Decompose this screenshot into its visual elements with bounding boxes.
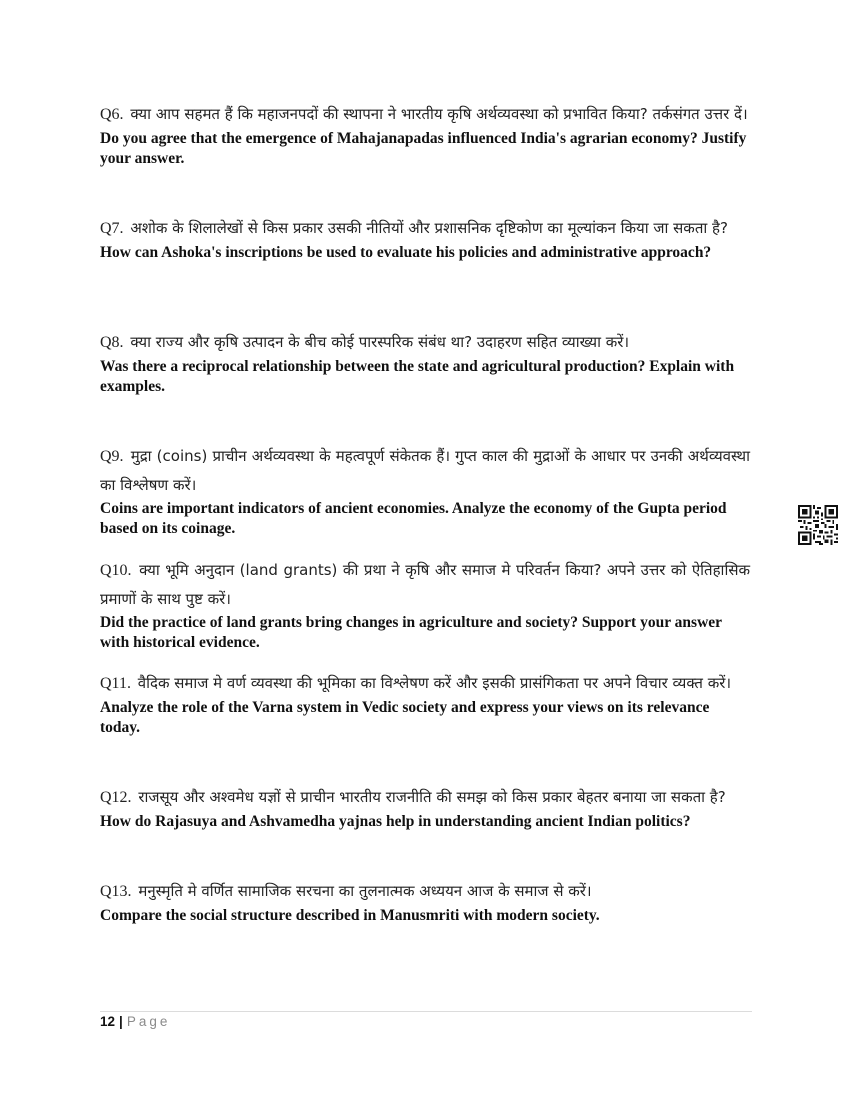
question-11 [100, 669, 750, 738]
page-footer [100, 1014, 170, 1029]
hindi-text: क्या राज्य और कृषि उत्पादन के बीच कोई पारस्परिक संबंध था? उदाहरण सहित व्याख्या करें। [130, 333, 630, 351]
question-hindi [100, 783, 750, 812]
question-english: Was there a reciprocal relationship between the state and agricultural production? Explain with examples. [100, 358, 735, 395]
question-number: Q13. [100, 883, 132, 900]
page-number: 12 [100, 1014, 116, 1029]
question-7 [100, 214, 750, 263]
question-english: Coins are important indicators of ancient economies. Analyze the economy of the Gupta period based on its coinage. [100, 500, 727, 537]
hindi-text: क्या आप सहमत हैं कि महाजनपदों की स्थापना ने भारतीय कृषि अर्थव्यवस्था को प्रभावित किया? तर्कसंगत उत्तर दें। [130, 105, 748, 123]
page-label: Page [126, 1014, 171, 1029]
question-english: Compare the social structure described in Manusmriti with modern society. [100, 907, 600, 924]
question-english: Analyze the role of the Varna system in Vedic society and express your views on its relevance today. [100, 699, 710, 736]
question-english: Did the practice of land grants bring changes in agriculture and society? Support your answer with historical evidence. [100, 614, 722, 651]
question-number: Q11. [100, 675, 131, 692]
question-12 [100, 783, 750, 832]
question-hindi [100, 214, 750, 243]
question-number: Q7. [100, 220, 124, 237]
hindi-text: वैदिक समाज मे वर्ण व्यवस्था की भूमिका का विश्लेषण करें और इसकी प्रासंगिकता पर अपने विचार व्यक्त करें। [137, 674, 732, 692]
question-number: Q9. [100, 448, 124, 465]
hindi-text: मुद्रा (coins) प्राचीन अर्थव्यवस्था के महत्वपूर्ण संकेतक हैं। गुप्त काल की मुद्राओं के आधार पर उनकी अर्थव्यवस्था का विश्लेषण करें। [100, 447, 750, 494]
question-english: How do Rajasuya and Ashvamedha yajnas help in understanding ancient Indian politics? [100, 813, 691, 830]
qr-code-icon[interactable] [798, 505, 838, 545]
question-hindi [100, 100, 750, 129]
question-8 [100, 328, 750, 397]
question-hindi [100, 556, 750, 613]
question-hindi [100, 877, 750, 906]
question-13 [100, 877, 750, 926]
question-6 [100, 100, 750, 169]
question-hindi [100, 328, 750, 357]
hindi-text: राजसूय और अश्वमेध यज्ञों से प्राचीन भारतीय राजनीति की समझ को किस प्रकार बेहतर बनाया जा सकता है? [138, 788, 726, 806]
question-number: Q12. [100, 789, 132, 806]
question-hindi [100, 669, 750, 698]
question-10 [100, 556, 750, 653]
hindi-text: क्या भूमि अनुदान (land grants) की प्रथा ने कृषि और समाज मे परिवर्तन किया? अपने उत्तर को ऐतिहासिक प्रमाणों के साथ पुष्ट करें। [100, 561, 750, 608]
question-hindi [100, 442, 750, 499]
footer-divider [100, 1011, 752, 1012]
question-9 [100, 442, 750, 539]
question-number: Q10. [100, 562, 132, 579]
footer-separator: | [119, 1014, 123, 1029]
question-english: How can Ashoka's inscriptions be used to evaluate his policies and administrative approach? [100, 244, 712, 261]
hindi-text: अशोक के शिलालेखों से किस प्रकार उसकी नीतियों और प्रशासनिक दृष्टिकोण का मूल्यांकन किया जा सकता है? [130, 219, 728, 237]
question-number: Q6. [100, 106, 124, 123]
question-english: Do you agree that the emergence of Mahajanapadas influenced India's agrarian economy? Justify your answer. [100, 130, 747, 167]
question-number: Q8. [100, 334, 124, 351]
hindi-text: मनुस्मृति मे वर्णित सामाजिक सरचना का तुलनात्मक अध्ययन आज के समाज से करें। [138, 882, 592, 900]
